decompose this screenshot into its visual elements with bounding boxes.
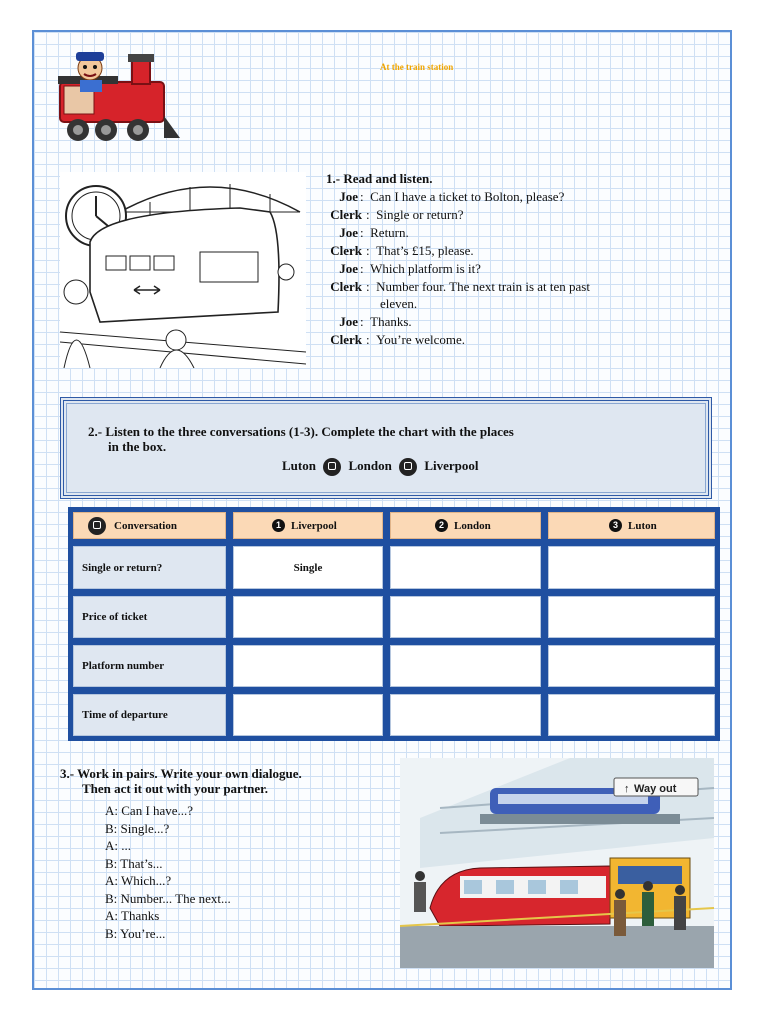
train-icon: [323, 458, 341, 476]
column-header-2: 2 London: [390, 512, 541, 539]
answer-cell[interactable]: [548, 694, 715, 736]
chart-table: [68, 507, 720, 741]
answer-cell[interactable]: [233, 596, 383, 638]
speaker-label: Clerk: [330, 243, 362, 258]
number-3-icon: 3: [609, 519, 622, 532]
section1-heading: 1.- Read and listen.: [326, 171, 433, 186]
dialogue-prompts: [105, 802, 231, 942]
column-header-3: 3 Luton: [548, 512, 715, 539]
prompt-line: A: Which...?: [105, 873, 172, 888]
places-box: [282, 458, 479, 476]
answer-cell[interactable]: [548, 645, 715, 687]
answer-cell[interactable]: [390, 694, 541, 736]
speaker-label: Clerk: [330, 279, 362, 294]
place-word: Luton: [282, 458, 316, 473]
row-label: Time of departure: [73, 694, 226, 736]
dialogue-line: : You’re welcome.: [366, 332, 466, 347]
section2-heading-cont: in the box.: [108, 439, 167, 454]
number-2-icon: 2: [435, 519, 448, 532]
speaker-label: Clerk: [330, 332, 362, 347]
dialogue-line: : Thanks.: [360, 314, 412, 329]
answer-cell[interactable]: Single: [233, 546, 383, 589]
section3-heading-cont: Then act it out with your partner.: [82, 781, 268, 796]
dialogue-line: : Number four. The next train is at ten past: [366, 279, 590, 294]
dialogue-line: : That’s £15, please.: [366, 243, 474, 258]
speaker-label: Joe: [339, 225, 358, 240]
answer-cell[interactable]: [390, 645, 541, 687]
prompt-line: A: ...: [105, 838, 131, 853]
prompt-line: A: Thanks: [105, 908, 160, 923]
place-word: London: [348, 458, 392, 473]
prompt-line: B: You’re...: [105, 925, 166, 941]
row-label: Platform number: [73, 645, 226, 687]
answer-cell[interactable]: [390, 596, 541, 638]
dialogue-line: : Return.: [360, 225, 409, 240]
station-illustration: [60, 172, 306, 368]
number-1-icon: 1: [272, 519, 285, 532]
answer-cell[interactable]: [233, 694, 383, 736]
column-header-conversation: Conversation: [73, 512, 226, 539]
column-header-1: 1 Liverpool: [233, 512, 383, 539]
answer-cell[interactable]: [548, 596, 715, 638]
row-label: Single or return?: [73, 546, 226, 589]
way-out-sign: Way out: [634, 783, 677, 795]
speaker-label: Clerk: [330, 207, 362, 222]
prompt-line: B: Single...?: [105, 820, 170, 836]
dialogue-line: : Which platform is it?: [360, 261, 481, 276]
train-icon: [399, 458, 417, 476]
speaker-label: Joe: [339, 189, 358, 204]
row-label: Price of ticket: [73, 596, 226, 638]
dialogue-line-continued: eleven.: [380, 296, 418, 311]
underground-station-illustration: [400, 758, 714, 968]
section2-heading: 2.- Listen to the three conversations (1-3). Complete the chart with the places: [88, 424, 514, 439]
answer-cell[interactable]: [233, 645, 383, 687]
train-icon: [88, 517, 106, 535]
answer-cell[interactable]: [548, 546, 715, 589]
prompt-line: B: That’s...: [105, 855, 163, 871]
svg-text:↑: ↑: [624, 783, 630, 795]
dialogue-line: : Single or return?: [366, 207, 464, 222]
answer-cell[interactable]: [390, 546, 541, 589]
page-title: At the train station: [380, 62, 454, 72]
dialogue-line: : Can I have a ticket to Bolton, please?: [360, 189, 565, 204]
section3-heading: 3.- Work in pairs. Write your own dialogue.: [60, 766, 302, 781]
prompt-line: B: Number... The next...: [105, 890, 231, 906]
speaker-label: Joe: [339, 261, 358, 276]
prompt-line: A: Can I have...?: [105, 803, 194, 818]
cartoon-train-icon: [56, 46, 182, 146]
speaker-label: Joe: [339, 314, 358, 329]
place-word: Liverpool: [424, 458, 479, 473]
